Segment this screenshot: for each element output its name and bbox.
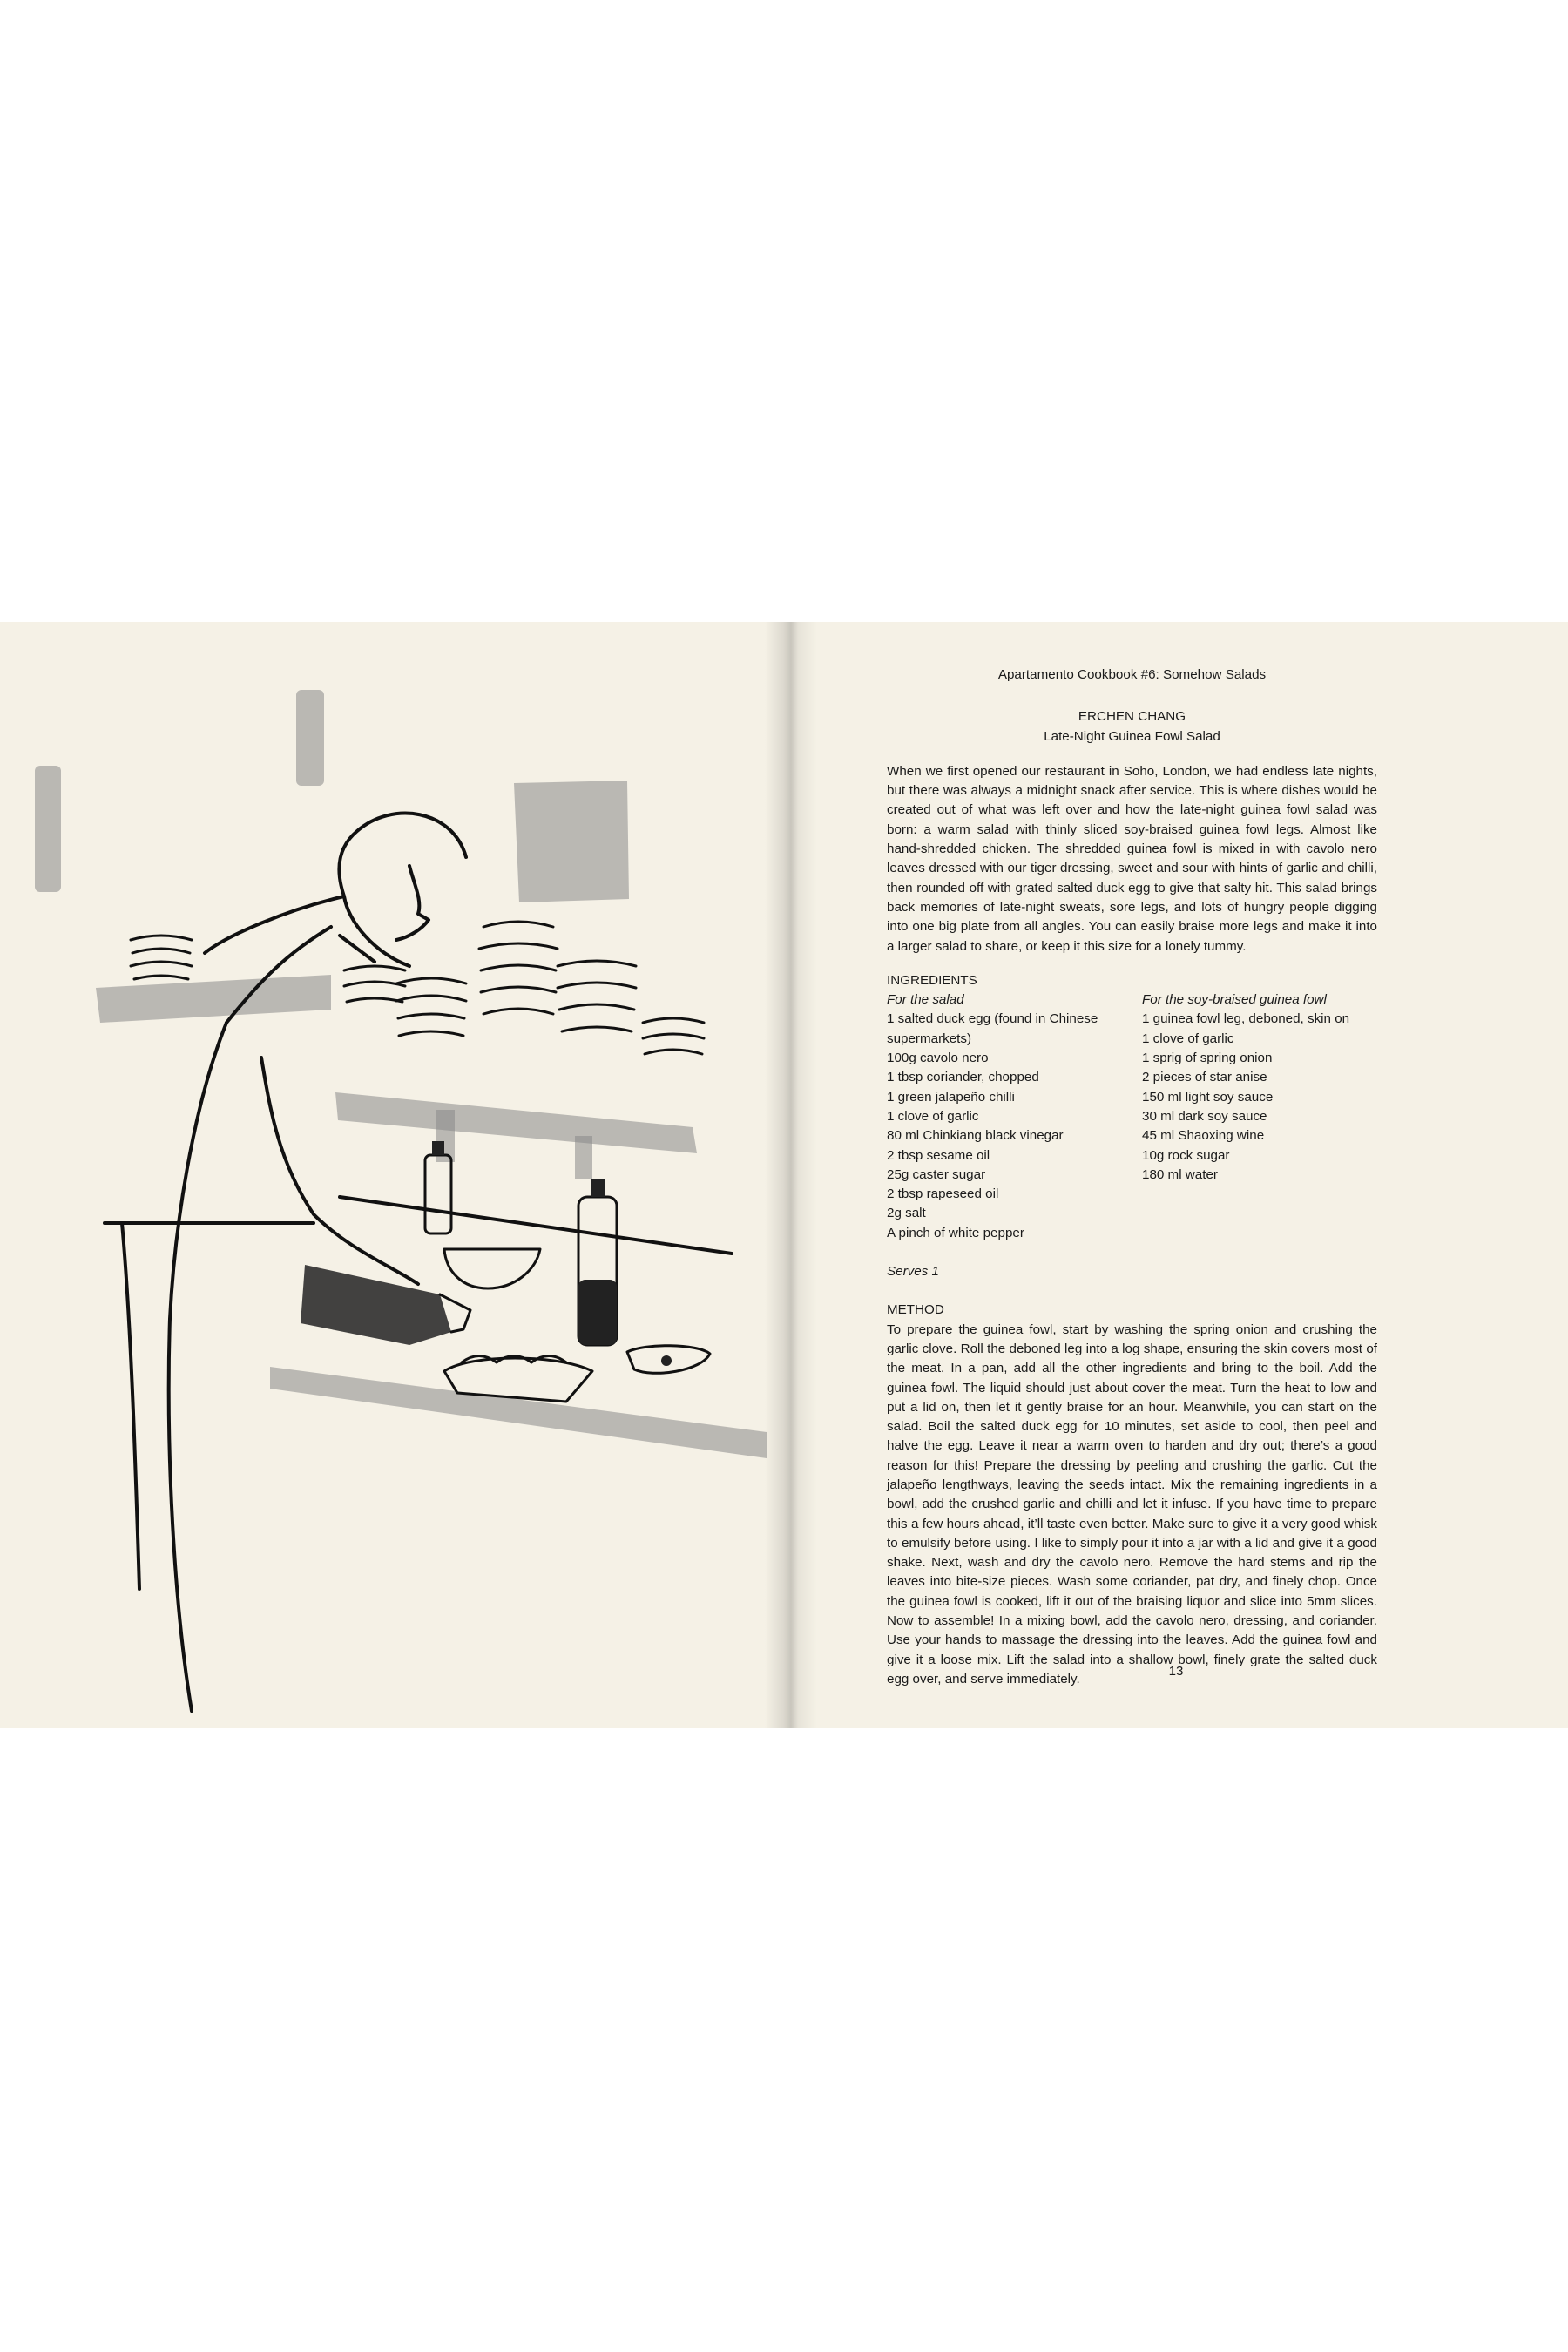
recipe-title: Late-Night Guinea Fowl Salad <box>1044 728 1220 744</box>
fowl-subheading: For the soy-braised guinea fowl <box>1142 992 1327 1008</box>
list-item: 1 clove of garlic <box>887 1108 979 1124</box>
upper-shelf-wash <box>96 975 331 1023</box>
hair <box>339 814 466 966</box>
list-item: 2g salt <box>887 1206 926 1221</box>
wall-post-center <box>296 690 324 786</box>
page-number: 13 <box>1168 1664 1184 1679</box>
list-item: 180 ml water <box>1142 1166 1218 1182</box>
wall-post-left <box>35 766 61 892</box>
method-paragraph: To prepare the guinea fowl, start by washing the spring onion and crushing the garlic clove. Roll the deboned leg into a log shape, ensuring the skin covers most of the meat. In a pan, add all the other ingredients and bring to the boil. Add the guinea fowl. The liquid should just about cover the meat. Turn the heat to low and put a lid on, then let it gently braise for an hour. Meanwhile, you can start on the salad. Boil the salted duck egg for 10 minutes, set aside to cool, then peel and halve the egg. Leave it near a warm oven to harden and dry out; there’s a good reason for this! Prepare the dressing by peeling and crushing the garlic. Cut the jalapeño lengthways, leaving the seeds intact. Mix the remaining ingredients in a bowl, add the crushed garlic and chilli and let it infuse. If you have time to prepare this a few hours ahead, it’ll taste even better. Make sure to give it a very good whisk to emulsify before using. I like to simply pour it into a jar with a lid and give it a good shake. Next, wash and dry the cavolo nero. Remove the hard stems and rip the leaves into bite-size pieces. Wash some coriander, pat dry, and finely chop. Once the guinea fowl is cooked, lift it out of the braising liquor and slice into 5mm slices. Now to assemble! In a mixing bowl, add the cavolo nero, dressing, and coriander. Use your hands to massage the dressing into the leaves. Add the guinea fowl and give it a loose mix. Lift the salad into a shallow bowl, finely grate the salted duck egg over, and serve immediately. <box>887 1321 1377 1686</box>
front-line <box>122 1223 139 1589</box>
window-wash <box>514 781 629 902</box>
list-item: 1 salted duck egg (found in Chinese supermarkets) <box>887 1011 1098 1046</box>
ponytail <box>205 896 344 953</box>
list-item: 2 tbsp sesame oil <box>887 1147 990 1163</box>
list-item: 1 guinea fowl leg, deboned, skin on <box>1142 1011 1350 1027</box>
list-item: 1 sprig of spring onion <box>1142 1051 1273 1066</box>
list-item: 25g caster sugar <box>887 1166 986 1182</box>
list-item: 2 tbsp rapeseed oil <box>887 1186 999 1202</box>
list-item: 30 ml dark soy sauce <box>1142 1108 1267 1124</box>
author-name: ERCHEN CHANG <box>1078 709 1186 725</box>
intro-paragraph: When we first opened our restaurant in Soho, London, we had endless late nights, but there was always a midnight snack after service. This is where dishes would be created out of what was left over and how the late-night guinea fowl salad was born: a warm salad with thinly sliced soy-braised guinea fowl legs. Almost like hand-shredded chicken. The shredded guinea fowl is mixed in with cavolo nero leaves dressed with our tiger dressing, sweet and sour with hints of garlic and chilli, then rounded off with grated salted duck egg to give that salty hit. This salad brings back memories of late-night sweats, sore legs, and lots of hungry people digging into one big plate from all angles. You can easily braise more legs and make it into a larger salad to share, or keep it this size for a lonely tummy. <box>887 763 1377 954</box>
counter-top-edge <box>340 1197 732 1254</box>
fowl-ingredients <box>1142 990 1377 1243</box>
list-item: 80 ml Chinkiang black vinegar <box>887 1128 1064 1144</box>
list-item: 1 clove of garlic <box>1142 1031 1234 1046</box>
salad-subheading: For the salad <box>887 992 964 1008</box>
ingredients-columns <box>887 990 1377 1243</box>
list-item: 150 ml light soy sauce <box>1142 1089 1274 1105</box>
face-profile <box>396 866 429 940</box>
counter-front-wash <box>270 1367 767 1458</box>
list-item: 1 tbsp coriander, chopped <box>887 1070 1039 1085</box>
list-item: 100g cavolo nero <box>887 1051 989 1066</box>
method-heading: METHOD <box>887 1302 944 1318</box>
recipe-text <box>887 666 1377 1689</box>
left-page <box>0 622 784 1728</box>
list-item: 2 pieces of star anise <box>1142 1070 1267 1085</box>
list-item: 1 green jalapeño chilli <box>887 1089 1015 1105</box>
list-item: 10g rock sugar <box>1142 1147 1230 1163</box>
book-gutter-shadow <box>765 622 817 1728</box>
illustration-cook-pouring-sauce <box>0 622 784 1728</box>
dish-contents <box>661 1355 672 1366</box>
running-header: Apartamento Cookbook #6: Somehow Salads <box>997 667 1267 682</box>
shelf-wash <box>335 1092 697 1153</box>
serves-note: Serves 1 <box>887 1264 939 1280</box>
book-spread <box>0 622 1568 1728</box>
shelf-bracket-right <box>575 1136 592 1179</box>
list-item: A pinch of white pepper <box>887 1225 1024 1240</box>
list-item: 45 ml Shaoxing wine <box>1142 1128 1265 1144</box>
arm <box>261 1058 418 1284</box>
right-page <box>784 622 1568 1728</box>
salad-ingredients <box>887 990 1122 1243</box>
back-line <box>169 1023 226 1711</box>
ingredients-heading: INGREDIENTS <box>887 972 977 988</box>
pouring-bottle <box>301 1265 470 1345</box>
